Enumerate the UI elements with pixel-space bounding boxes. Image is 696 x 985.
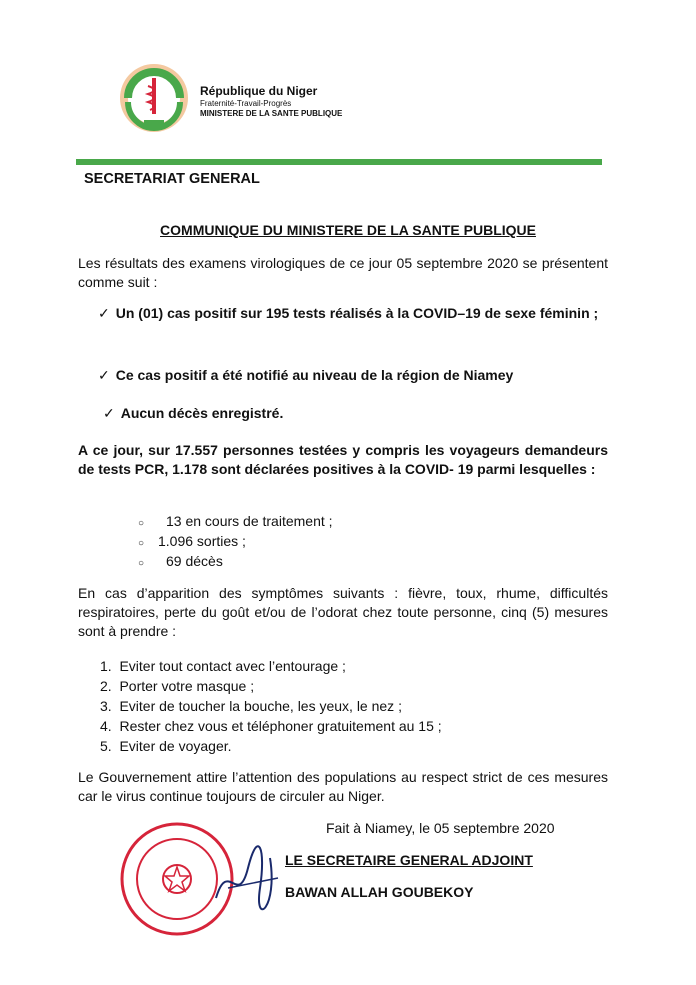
check-icon: ✓ bbox=[103, 405, 115, 421]
header-divider bbox=[76, 159, 602, 165]
signature-name: BAWAN ALLAH GOUBEKOY bbox=[285, 884, 474, 900]
header-motto: Fraternité-Travail-Progrès bbox=[200, 99, 292, 108]
check-icon: ✓ bbox=[98, 305, 110, 321]
measure-item: 2. Porter votre masque ; bbox=[100, 678, 255, 694]
result-item bbox=[98, 304, 608, 323]
measure-text: Rester chez vous et téléphoner gratuitement au 15 ; bbox=[119, 718, 442, 734]
check-icon: ✓ bbox=[98, 367, 110, 383]
handwritten-signature bbox=[208, 838, 288, 918]
circle-bullet-icon: ○ bbox=[138, 518, 145, 529]
measure-text: Eviter tout contact avec l’entourage ; bbox=[119, 658, 346, 674]
measure-item: 4. Rester chez vous et téléphoner gratuitement au 15 ; bbox=[100, 718, 442, 734]
measure-text: Eviter de voyager. bbox=[119, 738, 232, 754]
breakdown-text: 1.096 sorties ; bbox=[158, 533, 246, 549]
header-country: République du Niger bbox=[200, 84, 318, 98]
section-title: SECRETARIAT GENERAL bbox=[84, 171, 260, 187]
measure-item: 5. Eviter de voyager. bbox=[100, 738, 232, 754]
page-title: COMMUNIQUE DU MINISTERE DE LA SANTE PUBLIQUE bbox=[160, 222, 536, 238]
header-ministry: MINISTERE DE LA SANTE PUBLIQUE bbox=[200, 109, 343, 118]
result-text: Ce cas positif a été notifié au niveau de la région de Niamey bbox=[115, 367, 514, 383]
circle-bullet-icon: ○ bbox=[138, 558, 145, 569]
measure-text: Eviter de toucher la bouche, les yeux, le nez ; bbox=[119, 698, 402, 714]
breakdown-text: 69 décès bbox=[166, 553, 223, 569]
result-item bbox=[98, 366, 608, 385]
breakdown-item bbox=[138, 533, 246, 549]
breakdown-item bbox=[138, 513, 333, 529]
measure-item: 3. Eviter de toucher la bouche, les yeux, le nez ; bbox=[100, 698, 402, 714]
signature-title: LE SECRETAIRE GENERAL ADJOINT bbox=[285, 852, 533, 868]
result-text: Un (01) cas positif sur 195 tests réalisés à la COVID–19 de sexe féminin ; bbox=[115, 305, 599, 321]
breakdown-text: 13 en cours de traitement ; bbox=[166, 513, 333, 529]
measure-item: 1. Eviter tout contact avec l’entourage ; bbox=[100, 658, 346, 674]
result-item bbox=[103, 404, 608, 423]
intro-paragraph: Les résultats des examens virologiques de ce jour 05 septembre 2020 se présentent comme suit : bbox=[78, 255, 608, 290]
closing-paragraph: Le Gouvernement attire l’attention des populations au respect strict de ces mesures car le virus continue toujours de circuler au Niger. bbox=[78, 769, 608, 804]
summary-paragraph: A ce jour, sur 17.557 personnes testées y compris les voyageurs demandeurs de tests PCR, 1.178 sont déclarées positives à la COVID- 19 parmi lesquelles : bbox=[78, 442, 608, 477]
measure-text: Porter votre masque ; bbox=[119, 678, 255, 694]
breakdown-item bbox=[138, 553, 223, 569]
signature-date: Fait à Niamey, le 05 septembre 2020 bbox=[326, 820, 555, 836]
symptoms-paragraph: En cas d’apparition des symptômes suivants : fièvre, toux, rhume, difficultés respiratoires, perte du goût et/ou de l’odorat chez toute personne, cinq (5) mesures sont à prendre : bbox=[78, 585, 608, 639]
circle-bullet-icon: ○ bbox=[138, 538, 145, 549]
ministry-logo bbox=[118, 62, 190, 134]
result-text: Aucun décès enregistré. bbox=[120, 405, 284, 421]
